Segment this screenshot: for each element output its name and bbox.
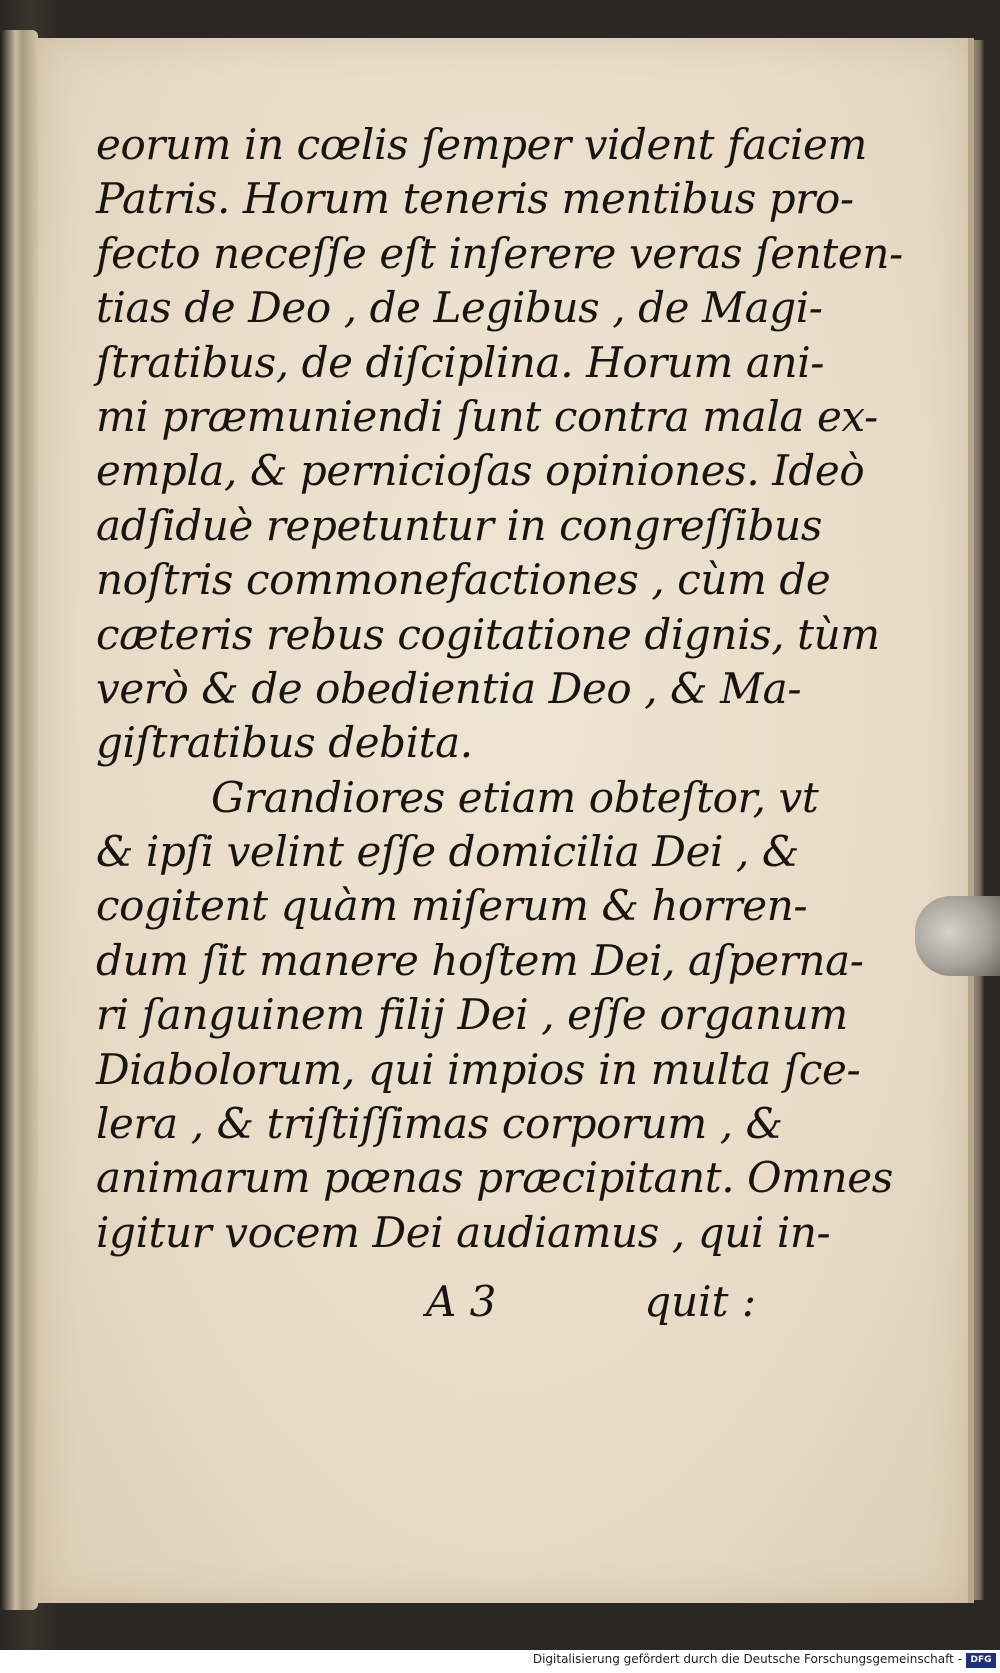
text-line: ri ſanguinem filij Dei , eſſe organum (96, 990, 848, 1040)
text-line: Diabolorum, qui impios in multa ſce- (96, 1044, 861, 1094)
body-text (96, 118, 903, 1260)
text-line: verò & de obedientia Deo , & Ma- (96, 663, 802, 713)
text-line: Grandiores etiam obteſtor, vt (211, 772, 819, 822)
text-line: cæteris rebus cogitatione dignis, tùm (96, 609, 880, 659)
text-line: animarum pœnas præcipitant. Omnes (96, 1153, 893, 1203)
text-line: mi præmuniendi ſunt contra mala ex- (96, 391, 878, 441)
text-line: Patris. Horum teneris mentibus pro- (96, 174, 854, 224)
text-line: dum ſit manere hoſtem Dei, aſperna- (96, 935, 864, 985)
text-line: giſtratibus debita. (96, 718, 473, 768)
page-foot (96, 1277, 756, 1333)
signature-mark: A 3 (426, 1277, 497, 1326)
text-line: cogitent quàm miſerum & horren- (96, 881, 808, 931)
dfg-logo[interactable]: DFG (966, 1653, 996, 1668)
text-line: igitur vocem Dei audiamus , qui in- (96, 1207, 831, 1257)
text-line: adſiduè repetuntur in congreſſibus (96, 500, 822, 550)
text-line: lera , & triſtiſſimas corporum , & (96, 1099, 783, 1149)
text-line: & ipſi velint eſſe domicilia Dei , & (96, 827, 799, 877)
text-line: ſtratibus, de diſciplina. Horum ani- (96, 337, 825, 387)
binding-edge (0, 30, 38, 1610)
text-line: fecto neceſſe eſt inſerere veras ſenten- (96, 228, 903, 278)
digitization-footer (0, 1650, 1000, 1673)
catchword: quit : (644, 1277, 756, 1326)
text-line: tias de Deo , de Legibus , de Magi- (96, 283, 823, 333)
funding-credit: Digitalisierung gefördert durch die Deutsche Forschungsgemeinschaft - (532, 1652, 962, 1666)
page-clip (915, 896, 1000, 976)
text-line: eorum in cœlis ſemper vident faciem (96, 120, 867, 169)
text-line: empla, & pernicioſas opiniones. Ideò (96, 446, 865, 496)
text-line: noſtris commonefactiones , cùm de (96, 555, 831, 605)
